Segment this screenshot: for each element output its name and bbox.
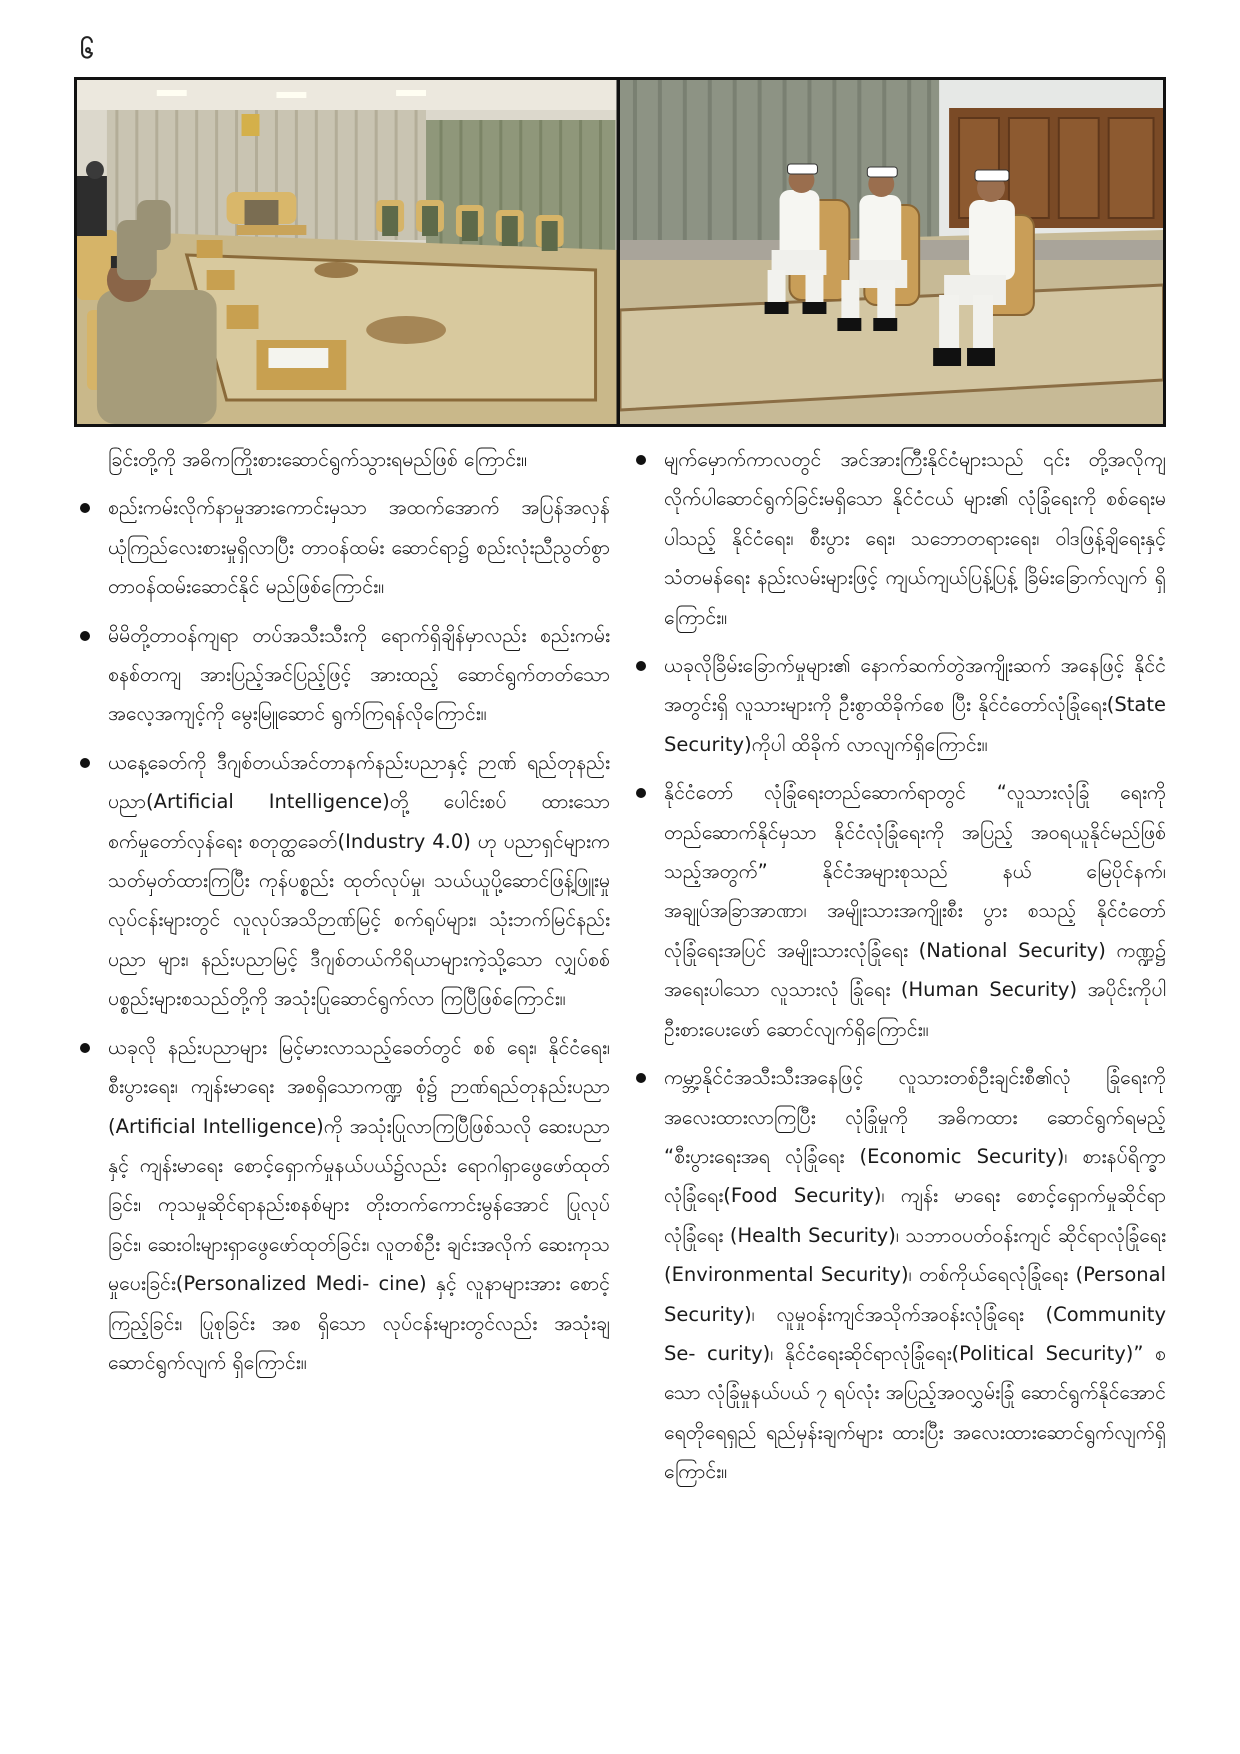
list-item-text: စည်းကမ်းလိုက်နာမှုအားကောင်းမှသာ အထက်အောက် အပြန်အလှန် ယုံကြည်လေးစားမှုရှိလာပြီး တာဝန်ထမ်း ဆောင်ရာ၌ စည်းလုံးညီညွတ်စွာ တာဝန်ထမ်းဆောင်နိုင် မည်ဖြစ်ကြောင်း။ (108, 496, 610, 599)
list-item-text: ယခုလို နည်းပညာများ မြင့်မားလာသည့်ခေတ်တွင် စစ် ရေး၊ နိုင်ငံရေး၊ စီးပွားရေး၊ ကျန်းမာရေး အစရှိသောကဏ္ဍ စုံ၌ ဉာဏ်ရည်တုနည်းပညာ (Artificial Intelligence)ကို အသုံးပြုလာကြပြီဖြစ်သလို ဆေးပညာနှင့် ကျန်းမာရေး စောင့်ရှောက်မှုနယ်ပယ်၌လည်း ရောဂါရှာဖွေဖော်ထုတ်ခြင်း၊ ကုသမှုဆိုင်ရာနည်းစနစ်များ တိုးတက်ကောင်းမွန်အောင် ပြုလုပ်ခြင်း၊ ဆေးဝါးများရှာဖွေဖော်ထုတ်ခြင်း၊ လူတစ်ဦး ချင်းအလိုက် ဆေးကုသမှုပေးခြင်း(Personalized Medi- cine) နှင့် လူနာများအား စောင့်ကြည့်ခြင်း၊ ပြုစုခြင်း အစ ရှိသော လုပ်ငန်းများတွင်လည်း အသုံးချဆောင်ရွက်လျက် ရှိကြောင်း။ (108, 1035, 610, 1374)
continuation-paragraph: ခြင်းတို့ကို အဓိကကြိုးစားဆောင်ရွက်သွားရမည်ဖြစ် ကြောင်း။ (108, 448, 527, 471)
list-item-text: မိမိတို့တာဝန်ကျရာ တပ်အသီးသီးကို ရောက်ရှိချိန်မှာလည်း စည်းကမ်းစနစ်တကျ အားပြည့်အင်ပြည့်ဖြင့် အားထည့် ဆောင်ရွက်တတ်သော အလေ့အကျင့်ကို မွေးမြူဆောင် ရွက်ကြရန်လိုကြောင်း။ (108, 623, 610, 726)
list-item (74, 616, 610, 734)
bullet-icon (80, 1043, 90, 1053)
list-item (74, 488, 610, 606)
list-item (74, 743, 610, 1019)
list-item-text: နိုင်ငံတော် လုံခြုံရေးတည်ဆောက်ရာတွင် “လူသားလုံခြုံ ရေးကိုတည်ဆောက်နိုင်မှသာ နိုင်ငံလုံခြုံရေးကို အပြည့် အဝရယူနိုင်မည်ဖြစ်သည့်အတွက်” နိုင်ငံအများစုသည် နယ် မြေပိုင်နက်၊ အချုပ်အခြာအာဏာ၊ အမျိုးသားအကျိုးစီး ပွား စသည့် နိုင်ငံတော်လုံခြုံရေးအပြင် အမျိုးသားလုံခြုံရေး (National Security) ကဏ္ဍ၌ အရေးပါသော လူသားလုံ ခြုံရေး (Human Security) အပိုင်းကိုပါ ဦးစားပေးဖော် ဆောင်လျက်ရှိကြောင်း။ (664, 781, 1166, 1041)
list-item (630, 1058, 1166, 1491)
left-column (74, 440, 610, 1501)
bullet-icon (636, 1073, 646, 1083)
bullet-icon (636, 455, 646, 465)
article-columns (74, 440, 1166, 1501)
navy-officers-photo (620, 80, 1164, 424)
list-item-text: ယခုလိုခြိမ်းခြောက်မှုများ၏ နောက်ဆက်တွဲအကျိုးဆက် အနေဖြင့် နိုင်ငံအတွင်းရှိ လူသားများကို ဦးစွာထိခိုက်စေ ပြီး နိုင်ငံတော်လုံခြုံရေး(State Security)ကိုပါ ထိခိုက် လာလျက်ရှိကြောင်း။ (664, 654, 1166, 756)
photo-strip (74, 77, 1166, 427)
bullet-icon (80, 758, 90, 768)
meeting-hall-image (77, 80, 617, 424)
bullet-icon (636, 788, 646, 798)
list-item-text: မျက်မှောက်ကာလတွင် အင်အားကြီးနိုင်ငံများသည် ၎င်း တို့အလိုကျ လိုက်ပါဆောင်ရွက်ခြင်းမရှိသော နိုင်ငံငယ် များ၏ လုံခြုံရေးကို စစ်ရေးမပါသည့် နိုင်ငံရေး၊ စီးပွား ရေး၊ သဘောတရားရေး၊ ဝါဒဖြန့်ချိရေးနှင့် သံတမန်ရေး နည်းလမ်းများဖြင့် ကျယ်ကျယ်ပြန့်ပြန့် ခြိမ်းခြောက်လျက် ရှိကြောင်း။ (664, 448, 1166, 629)
list-item-text: ကမ္ဘာ့နိုင်ငံအသီးသီးအနေဖြင့် လူသားတစ်ဦးချင်းစီ၏လုံ ခြုံရေးကို အလေးထားလာကြပြီး လုံခြုံမှုကို အဓိကထား ဆောင်ရွက်ရမည့် “စီးပွားရေးအရ လုံခြုံရေး (Economic Security)၊ စားနပ်ရိက္ခာ လုံခြုံရေး(Food Security)၊ ကျန်း မာရေး စောင့်ရှောက်မှုဆိုင်ရာလုံခြုံရေး (Health Security)၊ သဘာဝပတ်ဝန်းကျင် ဆိုင်ရာလုံခြုံရေး (Environmental Security)၊ တစ်ကိုယ်ရေလုံခြုံရေး (Personal Security)၊ လူမှုဝန်းကျင်အသိုက်အဝန်းလုံခြုံရေး (Community Se- curity)၊ နိုင်ငံရေးဆိုင်ရာလုံခြုံရေး(Political Security)” စသော လုံခြုံမှုနယ်ပယ် ၇ ရပ်လုံး အပြည့်အဝလွှမ်းခြုံ ဆောင်ရွက်နိုင်အောင် ရေတိုရေရှည် ရည်မှန်းချက်များ ထားပြီး အလေးထားဆောင်ရွက်လျက်ရှိကြောင်း။ (664, 1066, 1166, 1484)
list-item-text: ယနေ့ခေတ်ကို ဒီဂျစ်တယ်အင်တာနက်နည်းပညာနှင့် ဉာဏ် ရည်တုနည်းပညာ(Artificial Intelligence)တို့ ပေါင်းစပ် ထားသော စက်မှုတော်လှန်ရေး စတုတ္ထခေတ်(Industry 4.0) ဟု ပညာရှင်များက သတ်မှတ်ထားကြပြီး ကုန်ပစ္စည်း ထုတ်လုပ်မှု၊ သယ်ယူပို့ဆောင်ဖြန့်ဖြူးမှုလုပ်ငန်းများတွင် လူလုပ်အသိဉာဏ်မြင့် စက်ရုပ်များ၊ သုံးဘက်မြင်နည်းပညာ များ၊ နည်းပညာမြင့် ဒီဂျစ်တယ်ကိရိယာများကဲ့သို့သော လျှပ်စစ်ပစ္စည်းများစသည်တို့ကို အသုံးပြုဆောင်ရွက်လာ ကြပြီဖြစ်ကြောင်း။ (108, 750, 610, 1011)
list-item (630, 440, 1166, 637)
navy-officers-image (620, 80, 1164, 424)
page-number: ၆ (80, 36, 94, 64)
list-item (630, 773, 1166, 1049)
list-item (630, 646, 1166, 764)
bullet-icon (80, 503, 90, 513)
bullet-icon (80, 631, 90, 641)
right-column (630, 440, 1166, 1501)
list-item (74, 1028, 610, 1383)
bullet-icon (636, 661, 646, 671)
meeting-hall-photo (77, 80, 620, 424)
